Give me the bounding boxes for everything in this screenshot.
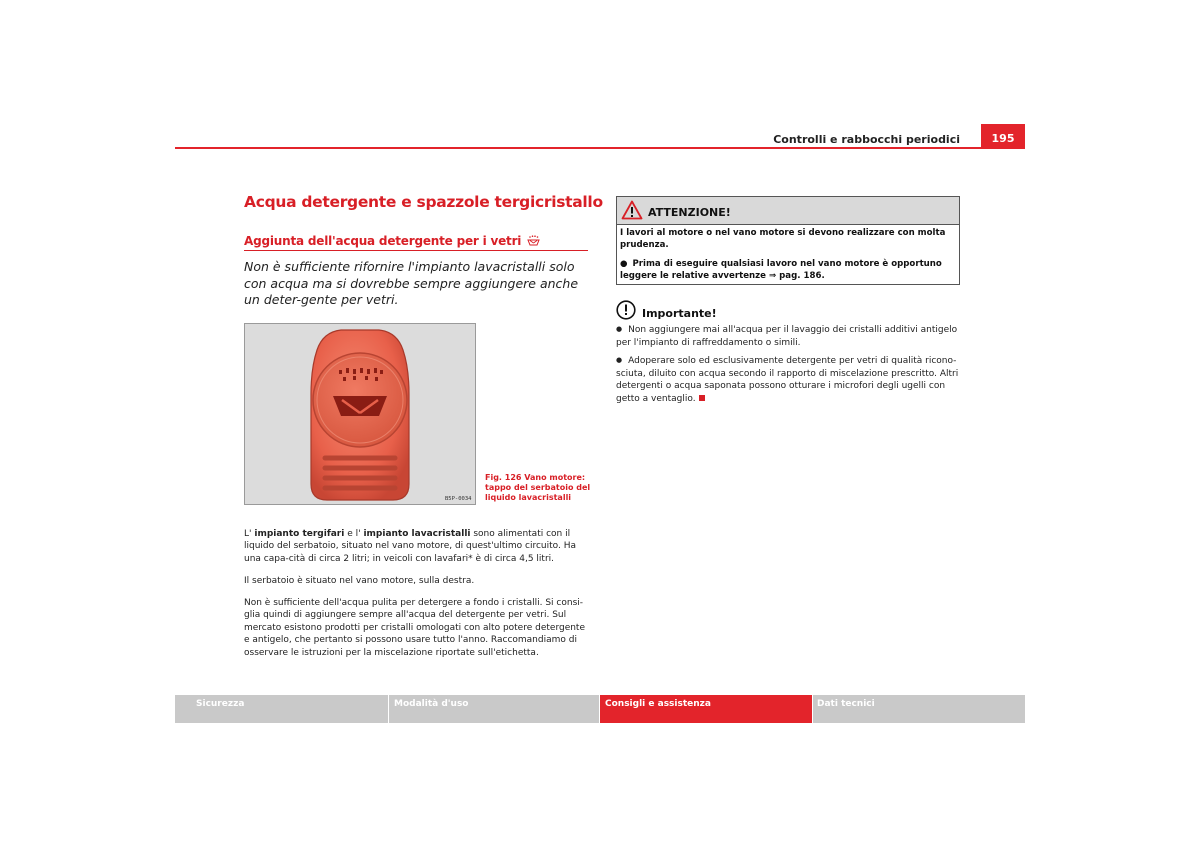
subsection-title bbox=[244, 234, 588, 248]
warning-title: ATTENZIONE! bbox=[648, 206, 731, 219]
bullet-icon: ● bbox=[620, 259, 628, 269]
header-divider bbox=[175, 147, 1025, 149]
paragraph-1 bbox=[244, 528, 589, 565]
paragraph-2: Il serbatoio è situato nel vano motore, sulla destra. bbox=[244, 576, 475, 586]
figure-washer-reservoir-cap bbox=[244, 323, 476, 505]
important-bullet-1 bbox=[616, 323, 962, 349]
washer-fluid-icon bbox=[527, 235, 540, 246]
footer-tab-modalita-uso[interactable]: Modalità d'uso bbox=[389, 695, 599, 723]
warning-text: I lavori al motore o nel vano motore si devono realizzare con molta prudenza. bbox=[620, 228, 946, 251]
subsection-divider bbox=[244, 250, 588, 251]
subsection-title-text: Aggiunta dell'acqua detergente per i vetri bbox=[244, 234, 522, 248]
important-bullet-1-text: Non aggiungere mai all'acqua per il lavaggio dei cristalli additivi antigelo per l'impianto di raffreddamento o simili. bbox=[616, 325, 958, 348]
running-header-title: Controlli e rabbocchi periodici bbox=[773, 133, 960, 146]
footer-tab-consigli-assistenza[interactable]: Consigli e assistenza bbox=[600, 695, 812, 723]
p1-bold-a: impianto tergifari bbox=[254, 529, 345, 539]
important-bullet-2 bbox=[616, 354, 962, 405]
p1-bold-b: impianto lavacristalli bbox=[363, 529, 471, 539]
figure-caption: Fig. 126 Vano motore: tappo del serbatoio del liquido lavacristalli bbox=[485, 473, 591, 502]
figure-code: B5P-0034 bbox=[445, 496, 472, 502]
intro-text: Non è sufficiente rifornire l'impianto lavacristalli solo con acqua ma si dovrebbe sempre aggiungere anche un deter-gente per vetri. bbox=[244, 259, 579, 307]
important-title: Importante! bbox=[642, 307, 717, 320]
section-title: Acqua detergente e spazzole tergicristallo bbox=[244, 193, 603, 211]
important-bullet-2-text: Adoperare solo ed esclusivamente detergente per vetri di qualità ricono-sciuta, diluito con acqua secondo il rapporto di miscelazione prescritto. Altri detergenti o acqua saponata possono otturare i microfori degli ugelli con getto a ventaglio. bbox=[616, 356, 959, 404]
end-of-section-icon bbox=[699, 395, 705, 401]
footer-tab-dati-tecnici[interactable]: Dati tecnici bbox=[813, 695, 1025, 723]
footer-tab-sicurezza[interactable]: Sicurezza bbox=[175, 695, 388, 723]
washer-cap-illustration bbox=[245, 324, 475, 504]
warning-bullet bbox=[620, 258, 960, 283]
warning-triangle-icon bbox=[621, 200, 643, 220]
important-exclamation-icon bbox=[616, 300, 636, 320]
p1-text-b: e l' bbox=[344, 529, 364, 539]
p1-text-a: L' bbox=[244, 529, 255, 539]
bullet-icon: ● bbox=[616, 356, 623, 364]
bullet-icon: ● bbox=[616, 325, 623, 333]
p1-text-c: sono alimentati con il liquido del serbatoio, situato nel vano motore, di quest'ultimo circuito. Ha una capa-cità di circa 2 litri; in veicoli con lavafari* è di circa 4,5 litri. bbox=[244, 529, 577, 564]
page-number-badge: 195 bbox=[981, 124, 1025, 148]
warning-bullet-text: Prima di eseguire qualsiasi lavoro nel vano motore è opportuno leggere le relative avvertenze ⇒ pag. 186. bbox=[620, 259, 942, 282]
footer-nav bbox=[175, 695, 1025, 723]
paragraph-3: Non è sufficiente dell'acqua pulita per detergere a fondo i cristalli. Si consi-glia quindi di aggiungere sempre all'acqua del detergente per vetri. Sul mercato esistono prodotti per cristalli omologati con alto potere detergente e antigelo, che pertanto si possono usare tutto l'anno. Raccomandiamo di osservare le istruzioni per la miscelazione riportate sull'etichetta. bbox=[244, 598, 586, 658]
